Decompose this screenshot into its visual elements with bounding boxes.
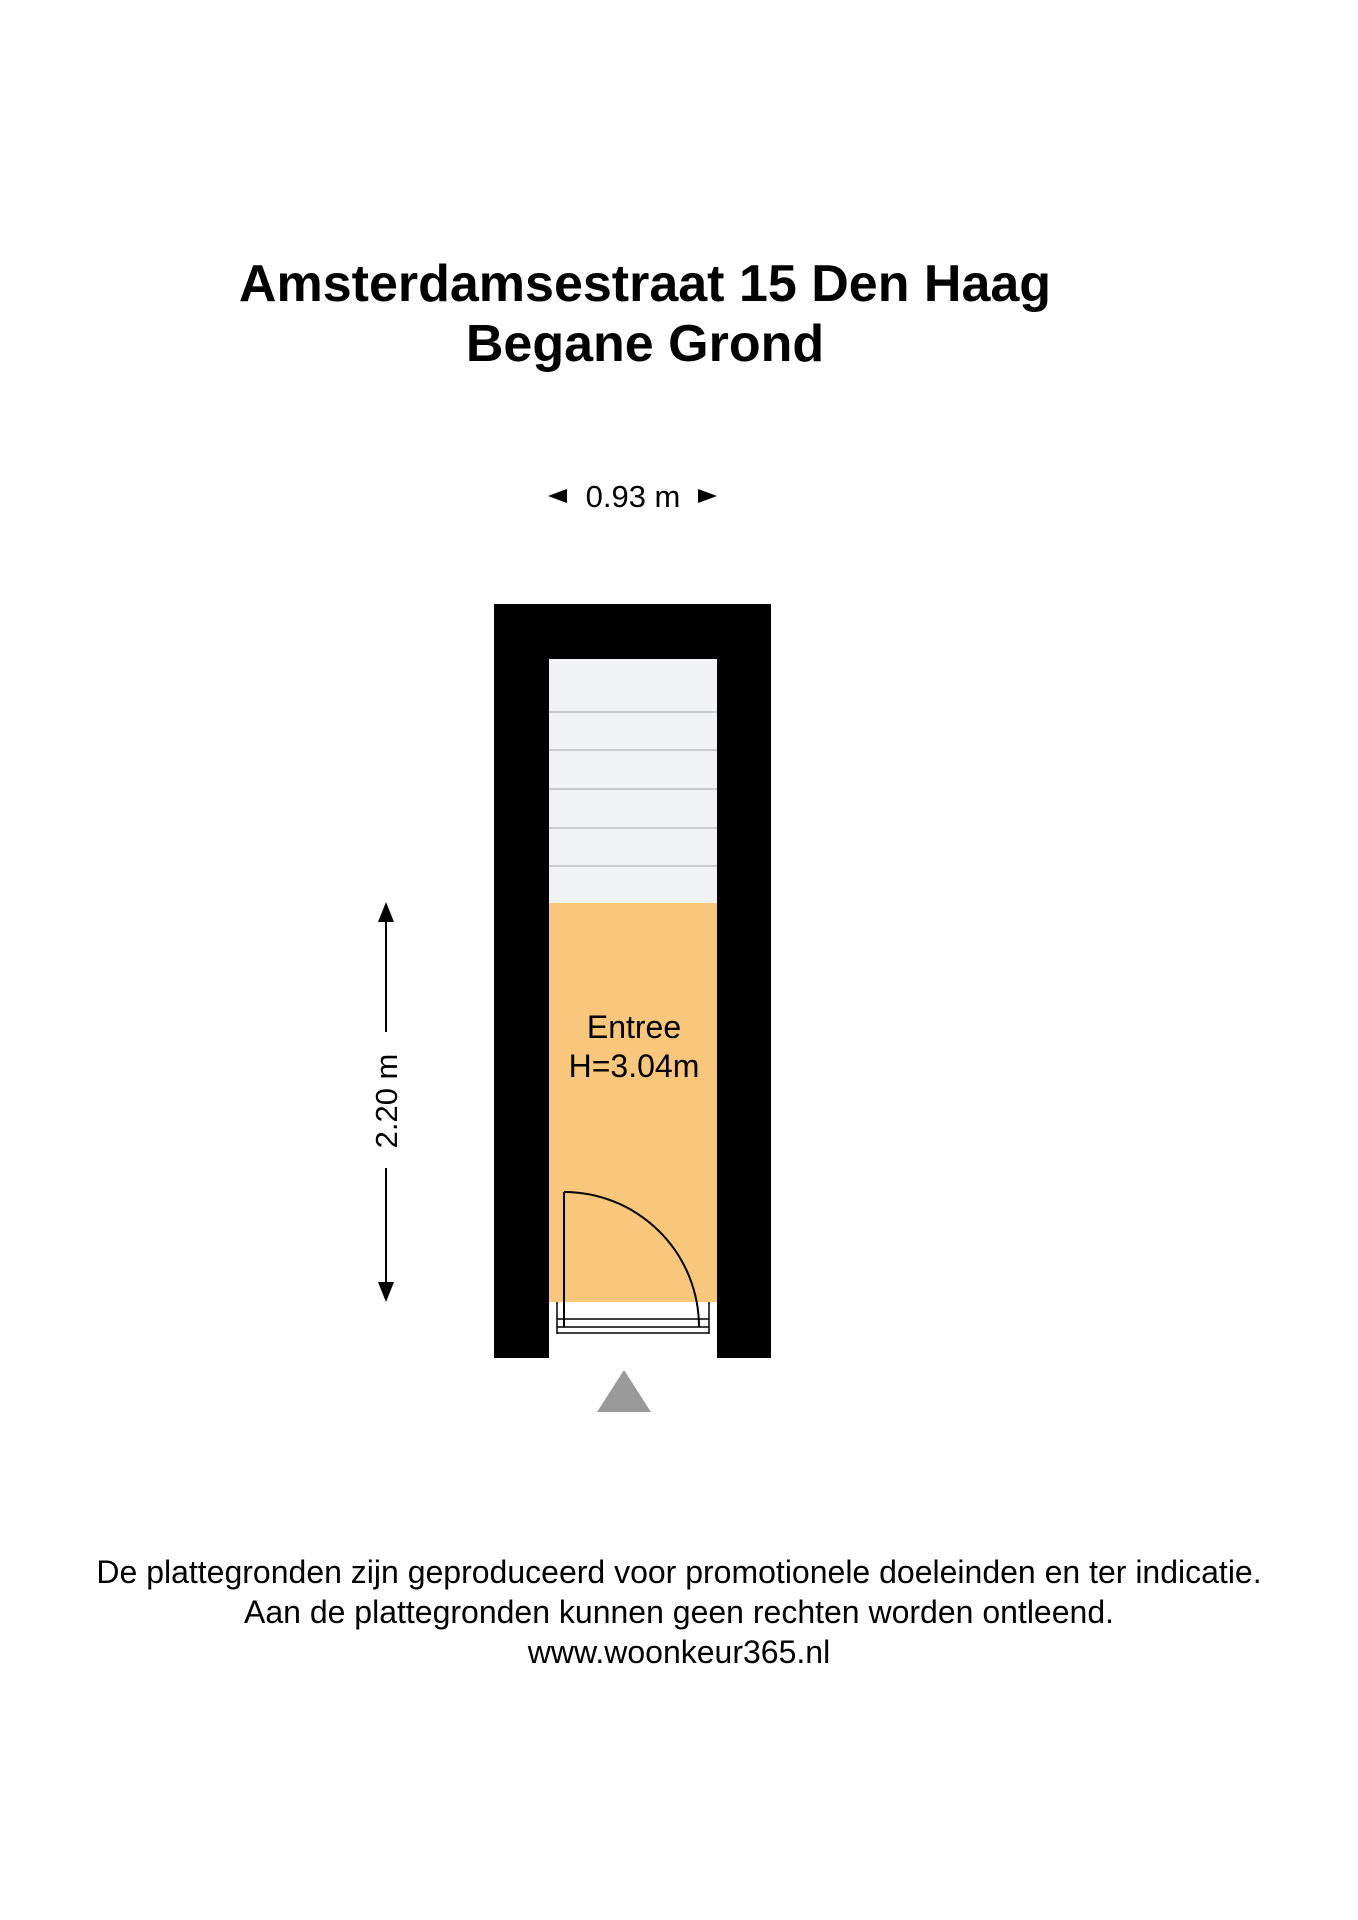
height-dimension bbox=[369, 902, 404, 1302]
height-label: 2.20 m bbox=[369, 1053, 404, 1149]
room-height: H=3.04m bbox=[568, 1048, 700, 1084]
arrow-right-icon bbox=[698, 489, 717, 503]
width-label: 0.93 m bbox=[585, 479, 681, 514]
width-dimension bbox=[548, 479, 717, 514]
plan-title-address: Amsterdamsestraat 15 Den Haag bbox=[238, 255, 1052, 313]
staircase bbox=[549, 659, 717, 903]
disclaimer-line: De plattegronden zijn geproduceerd voor promotionele doeleinden en ter indicatie. bbox=[96, 1554, 1262, 1590]
room-name: Entree bbox=[586, 1009, 682, 1045]
room-entree bbox=[549, 903, 717, 1302]
plan-title-floor: Begane Grond bbox=[465, 315, 825, 373]
disclaimer-line: Aan de plattegronden kunnen geen rechten worden ontleend. bbox=[243, 1594, 1114, 1630]
entrance-triangle-icon bbox=[597, 1370, 651, 1412]
arrow-left-icon bbox=[548, 489, 567, 503]
website-url: www.woonkeur365.nl bbox=[527, 1634, 831, 1670]
door-opening bbox=[549, 1302, 717, 1358]
arrow-down-icon bbox=[378, 1282, 394, 1302]
